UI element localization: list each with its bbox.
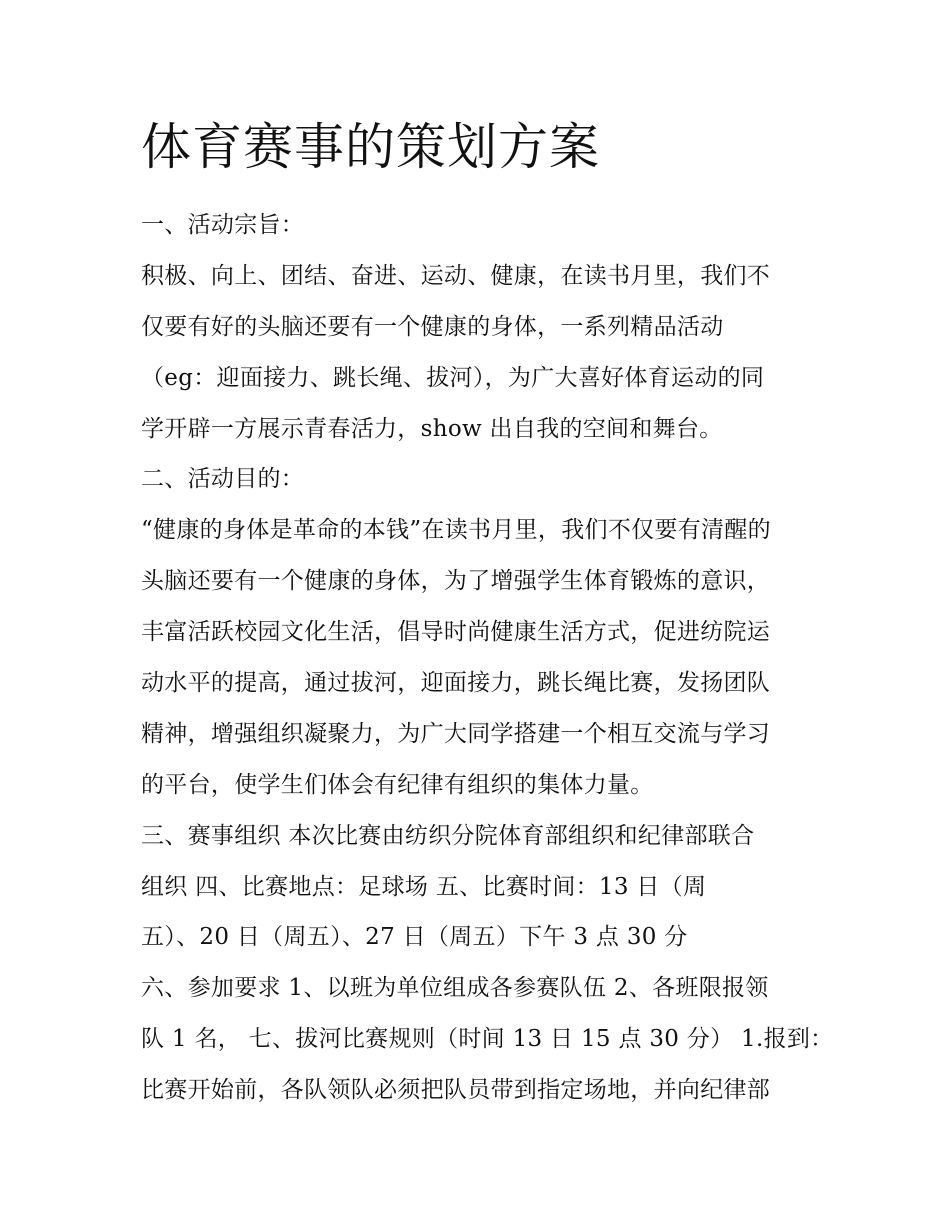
paragraph-line: 组织 四、比赛地点：足球场 五、比赛时间：13 日（周 (141, 873, 707, 900)
paragraph-line: 比赛开始前，各队领队必须把队员带到指定场地，并向纪律部 (141, 1077, 771, 1104)
paragraph-line: “健康的身体是革命的本钱”在读书月里，我们不仅要有清醒的 (141, 517, 771, 544)
section-heading-goal: 二、活动目的： (141, 466, 305, 493)
paragraph-line: 五）、20 日（周五）、27 日（周五）下午 3 点 30 分 (141, 924, 688, 951)
paragraph-line: 精神，增强组织凝聚力，为广大同学搭建一个相互交流与学习 (141, 720, 771, 747)
paragraph-line: 仅要有好的头脑还要有一个健康的身体，一系列精品活动 (141, 313, 724, 340)
paragraph-line: 六、参加要求 1、以班为单位组成各参赛队伍 2、各班限报领 (141, 975, 769, 1002)
paragraph-line: 丰富活跃校园文化生活，倡导时尚健康生活方式，促进纺院运 (141, 619, 771, 646)
paragraph-line: 头脑还要有一个健康的身体，为了增强学生体育锻炼的意识， (141, 568, 771, 595)
section-heading-purpose: 一、活动宗旨： (141, 212, 305, 238)
document-body (141, 200, 834, 1116)
paragraph-line: 动水平的提高，通过拔河，迎面接力，跳长绳比赛，发扬团队 (141, 670, 771, 697)
paragraph-line: 三、赛事组织 本次比赛由纺织分院体育部组织和纪律部联合 (141, 822, 755, 849)
paragraph-line: （eg：迎面接力、跳长绳、拔河），为广大喜好体育运动的同 (141, 364, 765, 391)
paragraph-line: 学开辟一方展示青春活力，show 出自我的空间和舞台。 (141, 415, 723, 442)
paragraph-line: 积极、向上、团结、奋进、运动、健康，在读书月里，我们不 (141, 262, 771, 289)
document-title: 体育赛事的策划方案 (141, 118, 600, 176)
paragraph-line: 的平台，使学生们体会有纪律有组织的集体力量。 (141, 771, 654, 798)
paragraph-line: 队 1 名， 七、拔河比赛规则（时间 13 日 15 点 30 分） 1.报到： (141, 1026, 834, 1053)
